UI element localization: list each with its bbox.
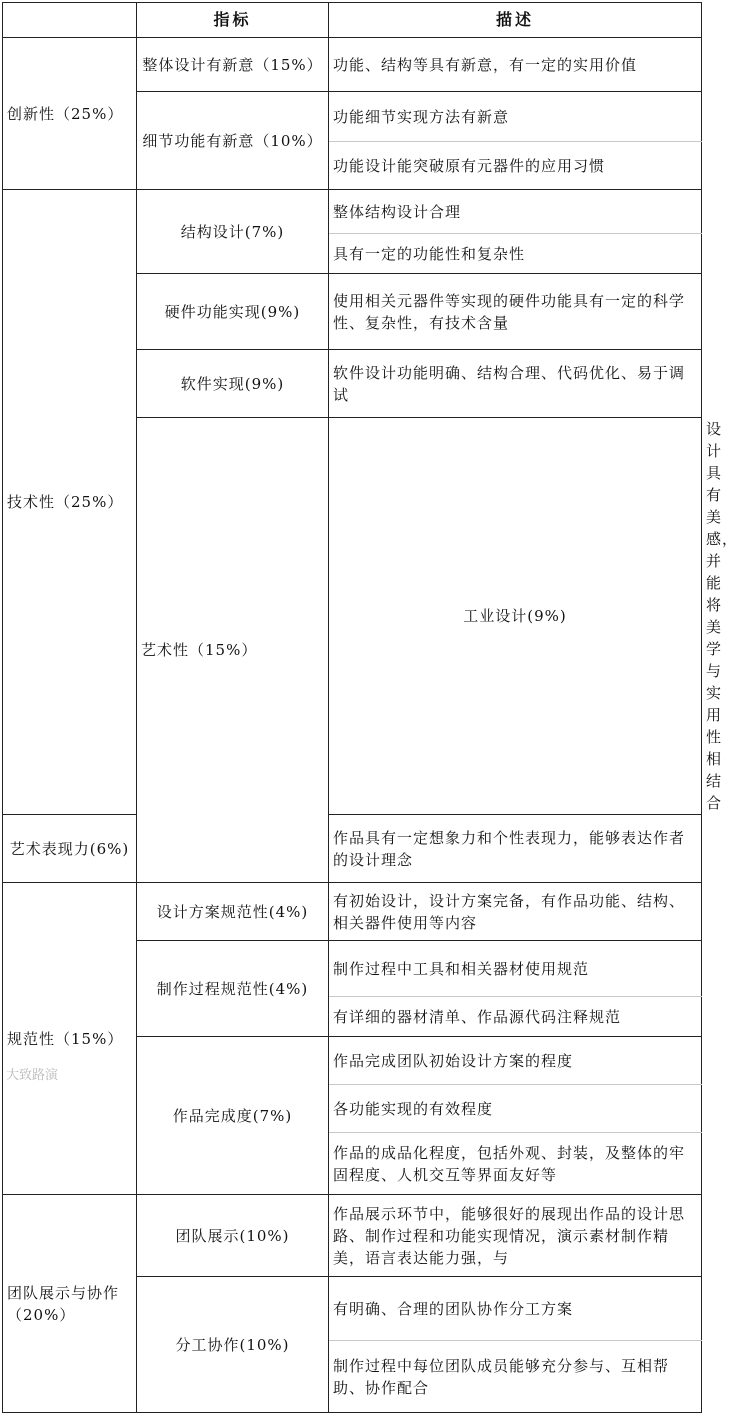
description-cell: 有明确、合理的团队协作分工方案 — [329, 1277, 702, 1341]
category-cell: 规范性（15%） — [3, 883, 137, 1195]
description-cell: 功能、结构等具有新意，有一定的实用价值 — [329, 38, 702, 92]
description-cell: 使用相关元器件等实现的硬件功能具有一定的科学性、复杂性，有技术含量 — [329, 274, 702, 350]
header-description: 描述 — [329, 3, 702, 38]
table-header-row — [3, 3, 702, 38]
category-cell: 创新性（25%） — [3, 38, 137, 190]
indicator-cell: 制作过程规范性(4%) — [137, 941, 329, 1037]
table-row — [3, 38, 702, 92]
indicator-cell: 细节功能有新意（10%） — [137, 92, 329, 190]
description-cell: 功能设计能突破原有元器件的应用习惯 — [329, 142, 702, 190]
indicator-cell: 整体设计有新意（15%） — [137, 38, 329, 92]
watermark-logo: 大致路演 — [6, 1068, 59, 1083]
indicator-cell: 硬件功能实现(9%) — [137, 274, 329, 350]
indicator-cell: 分工协作(10%) — [137, 1277, 329, 1413]
table-row — [3, 883, 702, 941]
table-row — [3, 815, 702, 883]
description-cell: 作品完成团队初始设计方案的程度 — [329, 1037, 702, 1085]
description-cell: 作品展示环节中，能够很好的展现出作品的设计思路、制作过程和功能实现情况，演示素材制作精美，语言表达能力强，与 — [329, 1195, 702, 1277]
indicator-cell: 结构设计(7%) — [137, 190, 329, 274]
description-cell: 整体结构设计合理 — [329, 190, 702, 234]
rubric-table — [2, 2, 738, 1413]
category-cell: 技术性（25%） — [3, 190, 137, 815]
header-blank — [3, 3, 137, 38]
indicator-cell: 设计方案规范性(4%) — [137, 883, 329, 941]
indicator-cell: 工业设计(9%) — [329, 418, 702, 815]
description-cell: 软件设计功能明确、结构合理、代码优化、易于调试 — [329, 350, 702, 418]
table-row — [3, 190, 702, 234]
description-cell: 有详细的器材清单、作品源代码注释规范 — [329, 997, 702, 1037]
description-cell: 制作过程中工具和相关器材使用规范 — [329, 941, 702, 997]
table-row: 艺术性（15%） 工业设计(9%) 设计具有美感，并能将美学与实用性相结合 — [3, 418, 702, 815]
description-cell: 制作过程中每位团队成员能够充分参与、互相帮助、协作配合 — [329, 1341, 702, 1413]
table-row — [3, 1195, 702, 1277]
description-cell: 有初始设计，设计方案完备，有作品功能、结构、相关器件使用等内容 — [329, 883, 702, 941]
indicator-cell: 作品完成度(7%) — [137, 1037, 329, 1195]
description-cell: 作品的成品化程度，包括外观、封装，及整体的牢固程度、人机交互等界面友好等 — [329, 1133, 702, 1195]
description-cell: 各功能实现的有效程度 — [329, 1085, 702, 1133]
indicator-cell: 软件实现(9%) — [137, 350, 329, 418]
category-cell: 团队展示与协作（20%） — [3, 1195, 137, 1413]
indicator-cell: 艺术表现力(6%) — [3, 815, 137, 883]
description-cell: 作品具有一定想象力和个性表现力，能够表达作者的设计理念 — [329, 815, 702, 883]
category-cell: 艺术性（15%） — [137, 418, 329, 883]
description-cell: 功能细节实现方法有新意 — [329, 92, 702, 142]
header-indicator: 指标 — [137, 3, 329, 38]
description-cell: 具有一定的功能性和复杂性 — [329, 234, 702, 274]
indicator-cell: 团队展示(10%) — [137, 1195, 329, 1277]
